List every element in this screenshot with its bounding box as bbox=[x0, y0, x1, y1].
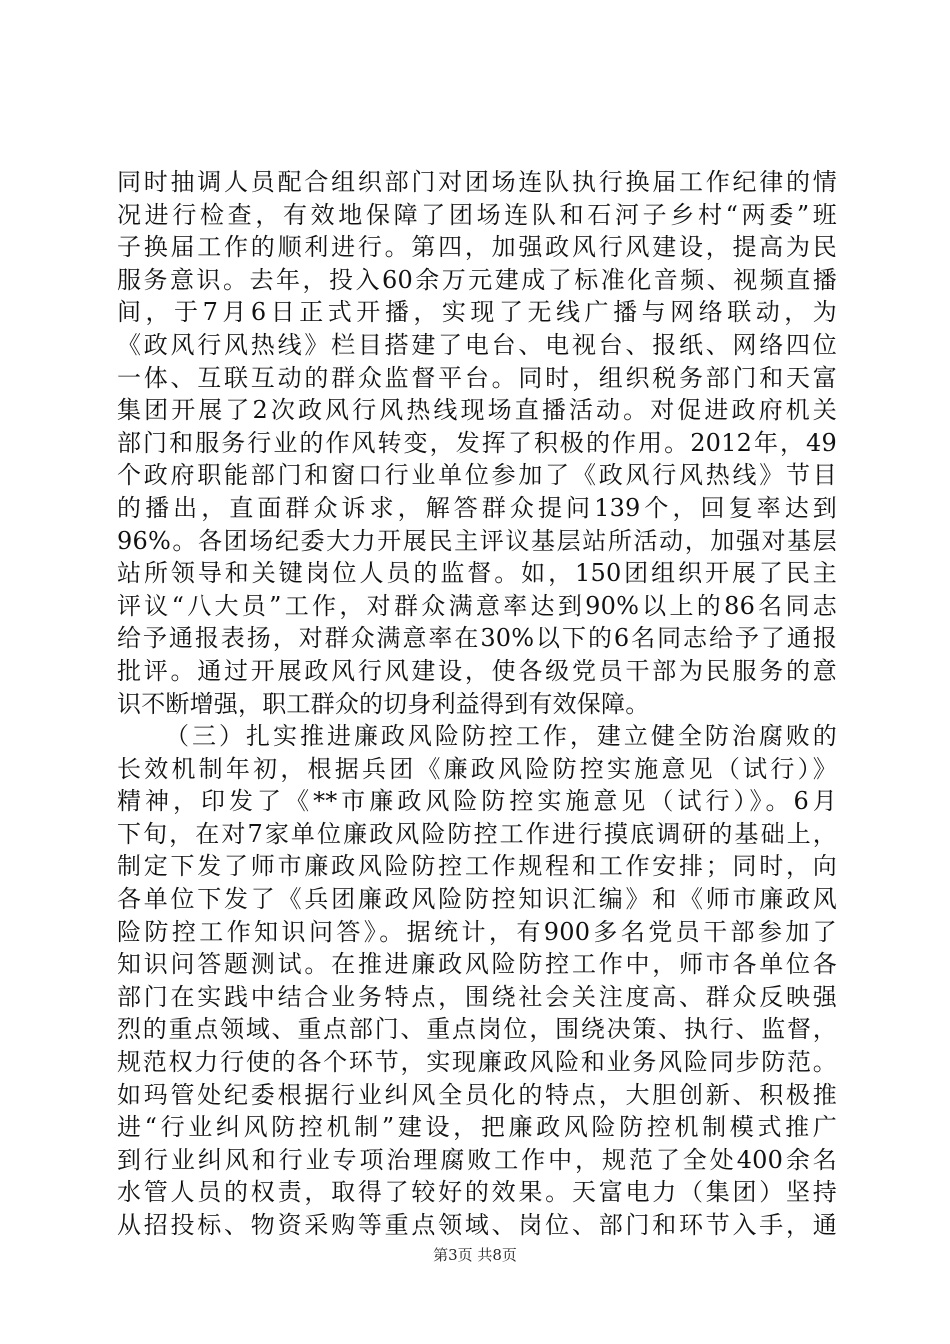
text-line: 从招投标、物资采购等重点领域、岗位、部门和环节入手，通 bbox=[117, 1211, 837, 1239]
text-line: 长效机制年初，根据兵团《廉政风险防控实施意见（试行）》 bbox=[117, 754, 837, 783]
text-line: 到行业纠风和行业专项治理腐败工作中，规范了全处400余名 bbox=[117, 1145, 837, 1174]
text-line: 知识问答题测试。在推进廉政风险防控工作中，师市各单位各 bbox=[117, 950, 837, 979]
text-line: 96%。各团场纪委大力开展民主评议基层站所活动，加强对基层 bbox=[117, 526, 837, 555]
text-line: 各单位下发了《兵团廉政风险防控知识汇编》和《师市廉政风 bbox=[117, 885, 837, 914]
text-line: 烈的重点领域、重点部门、重点岗位，围绕决策、执行、监督， bbox=[117, 1015, 837, 1044]
text-line: 下旬，在对7家单位廉政风险防控工作进行摸底调研的基础上， bbox=[117, 819, 837, 848]
page-total: 共8页 bbox=[477, 1246, 517, 1264]
page-footer bbox=[0, 1245, 950, 1265]
text-line: 制定下发了师市廉政风险防控工作规程和工作安排；同时，向 bbox=[117, 852, 837, 881]
text-line: 给予通报表扬，对群众满意率在30%以下的6名同志给予了通报 bbox=[117, 624, 837, 653]
text-line: 服务意识。去年，投入60余万元建成了标准化音频、视频直播 bbox=[117, 265, 837, 294]
text-line: 评议“八大员”工作，对群众满意率达到90%以上的86名同志 bbox=[117, 591, 837, 620]
text-line: 同时抽调人员配合组织部门对团场连队执行换届工作纪律的情 bbox=[117, 168, 837, 196]
text-line: 《政风行风热线》栏目搭建了电台、电视台、报纸、网络四位 bbox=[117, 330, 837, 359]
paragraph-end-line: 识不断增强，职工群众的切身利益得到有效保障。 bbox=[117, 689, 650, 718]
text-line: 精神，印发了《**市廉政风险防控实施意见（试行）》。6月 bbox=[117, 787, 837, 816]
text-line: 站所领导和关键岗位人员的监督。如，150团组织开展了民主 bbox=[117, 559, 837, 588]
page-number: 第3页 bbox=[433, 1246, 473, 1264]
text-line: 部门和服务行业的作风转变，发挥了积极的作用。2012年，49 bbox=[117, 428, 837, 457]
text-line: 批评。通过开展政风行风建设，使各级党员干部为民服务的意 bbox=[117, 656, 837, 685]
body-text bbox=[117, 166, 837, 1242]
text-line: 险防控工作知识问答》。据统计，有900多名党员干部参加了 bbox=[117, 917, 837, 946]
text-line: 如玛管处纪委根据行业纠风全员化的特点，大胆创新、积极推 bbox=[117, 1080, 837, 1109]
section-heading-line: （三）扎实推进廉政风险防控工作，建立健全防治腐败的 bbox=[165, 722, 837, 751]
text-line: 个政府职能部门和窗口行业单位参加了《政风行风热线》节目 bbox=[117, 461, 837, 490]
text-line: 水管人员的权责，取得了较好的效果。天富电力（集团）坚持 bbox=[117, 1178, 837, 1207]
text-line: 间，于7月6日正式开播，实现了无线广播与网络联动，为 bbox=[117, 298, 837, 327]
text-line: 集团开展了2次政风行风热线现场直播活动。对促进政府机关 bbox=[117, 396, 837, 425]
text-line: 部门在实践中结合业务特点，围绕社会关注度高、群众反映强 bbox=[117, 982, 837, 1011]
text-line: 的播出，直面群众诉求，解答群众提问139个，回复率达到 bbox=[117, 493, 837, 522]
text-line: 况进行检查，有效地保障了团场连队和石河子乡村“两委”班 bbox=[117, 200, 837, 229]
text-line: 规范权力行使的各个环节，实现廉政风险和业务风险同步防范。 bbox=[117, 1048, 837, 1077]
text-line: 一体、互联互动的群众监督平台。同时，组织税务部门和天富 bbox=[117, 363, 837, 392]
text-line: 子换届工作的顺利进行。第四，加强政风行风建设，提高为民 bbox=[117, 233, 837, 262]
text-line: 进“行业纠风防控机制”建设，把廉政风险防控机制模式推广 bbox=[117, 1113, 837, 1142]
